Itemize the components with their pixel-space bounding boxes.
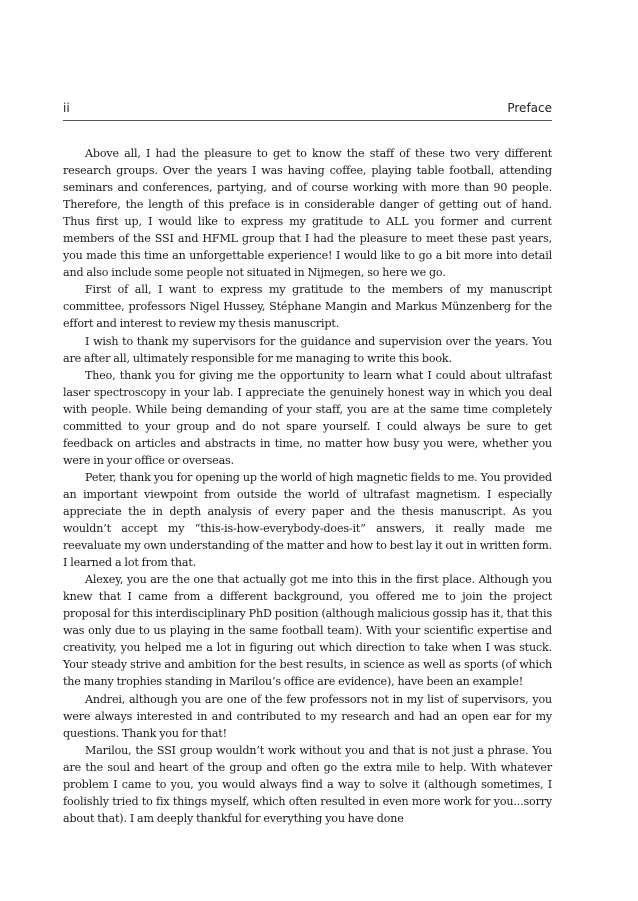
- running-header: [63, 101, 552, 117]
- paragraph: Marilou, the SSI group wouldn’t work without you and that is not just a phrase. You are the soul and heart of the group and often go the extra mile to help. With whatever problem I came to you, you would always find a way to solve it (although sometimes, I foolishly tried to fix things myself, which often resulted in even more work for you...sorry about that). I am deeply thankful for everything you have done: [63, 743, 552, 825]
- page-number: ii: [63, 101, 70, 115]
- chapter-title: Preface: [507, 101, 552, 115]
- paragraph: Andrei, although you are one of the few professors not in my list of supervisors, you were always interested in and contributed to my research and had an open ear for my questions. Thank you for that!: [63, 692, 552, 740]
- body-text: [63, 145, 552, 827]
- paragraph: Peter, thank you for opening up the world of high magnetic fields to me. You provided an important viewpoint from outside the world of ultrafast magnetism. I especially appreciate the in depth analysis of every paper and the thesis manuscript. As you wouldn’t accept my “this-is-how-everybody-does-it” answers, it really made me reevaluate my own understanding of the matter and how to best lay it out in written form. I learned a lot from that.: [63, 470, 553, 570]
- paragraph: First of all, I want to express my gratitude to the members of my manuscript committee, professors Nigel Hussey, Stéphane Mangin and Markus Münzenberg for the effort and interest to review my thesis manuscript.: [63, 283, 552, 331]
- paragraph: Above all, I had the pleasure to get to know the staff of these two very different research groups. Over the years I was having coffee, playing table football, attending seminars and conferences, partying, and of course working with more than 90 people. Therefore, the length of this preface is in considerable danger of getting out of hand. Thus first up, I would like to express my gratitude to ALL you former and current members of the SSI and HFML group that I had the pleasure to meet these past years, you made this time an unforgettable experience! I would like to go a bit more into detail and also include some people not situated in Nijmegen, so here we go.: [63, 147, 552, 280]
- paragraph: Alexey, you are the one that actually got me into this in the first place. Although you knew that I came from a different background, you offered me to join the project proposal for this interdisciplinary PhD position (although malicious gossip has it, that this was only due to us playing in the same football team). With your scientific expertise and creativity, you helped me a lot in figuring out which direction to take when I was stuck. Your steady strive and ambition for the best results, in science as well as sports (of which the many trophies standing in Marilou’s office are evidence), have been an example!: [63, 573, 552, 689]
- header-rule: [63, 120, 552, 121]
- paragraph: Theo, thank you for giving me the opportunity to learn what I could about ultrafast laser spectroscopy in your lab. I appreciate the genuinely honest way in which you deal with people. While being demanding of your staff, you are at the same time completely committed to your group and do not spare yourself. I could always be sure to get feedback on articles and abstracts in time, no matter how busy you were, whether you were in your office or overseas.: [63, 368, 552, 467]
- paragraph: I wish to thank my supervisors for the guidance and supervision over the years. You are after all, ultimately responsible for me managing to write this book.: [63, 334, 552, 365]
